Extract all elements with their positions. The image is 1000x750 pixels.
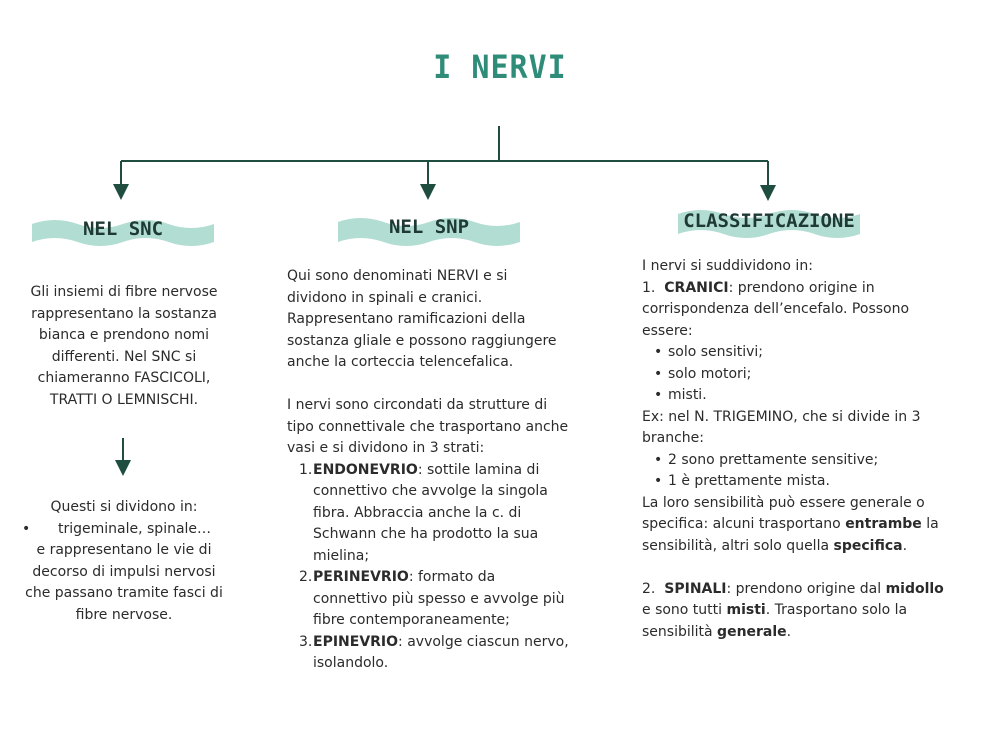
trigemino-branches-list xyxy=(642,450,956,493)
classificazione-text-block xyxy=(642,256,956,643)
stratum-desc: : formato da connettivo più spesso e avvolge più fibre contemporaneamente; xyxy=(313,569,565,628)
stratum-desc: : avvolge ciascun nervo, isolandolo. xyxy=(313,633,569,671)
snp-paragraph-1: Qui sono denominati NERVI e si dividono in spinali e cranici. Rappresentano ramificazioni della sostanza gliale e possono raggiungere anche la corteccia telencefalica. xyxy=(287,268,557,370)
list-item: • solo motori; xyxy=(642,364,956,386)
snc-divisions-block xyxy=(18,497,230,626)
stratum-name: ENDONEVRIO xyxy=(313,461,418,478)
snc-description: Gli insiemi di fibre nervose rappresentano la sostanza bianca e prendono nomi differenti. Nel SNC si chiameranno FASCICOLI, TRATTI O LEMNISCHI. xyxy=(30,284,218,408)
classificazione-intro: I nervi si suddividono in: xyxy=(642,258,813,274)
page-title: I NERVI xyxy=(433,48,567,87)
heading-snp: NEL SNP xyxy=(388,216,470,238)
stratum-name: EPINEVRIO xyxy=(313,633,399,650)
snc-divisions-rest: e rappresentano le vie di decorso di impulsi nervosi che passano tramite fasci di fibre nervose. xyxy=(25,542,223,623)
stratum-epinevrio: 3. EPINEVRIO: avvolge ciascun nervo, isolandolo. xyxy=(299,633,569,671)
spinali-paragraph: 2. SPINALI: prendono origine dal midollo e sono tutti misti. Trasportano solo la sensibilità generale. xyxy=(642,580,944,640)
trigemino-example: Ex: nel N. TRIGEMINO, che si divide in 3 branche: xyxy=(642,408,921,446)
cranici-types-list xyxy=(642,342,956,407)
list-item: • 1 è prettamente mista. xyxy=(642,471,956,493)
snp-text-block xyxy=(287,266,569,675)
sensibilita-paragraph: La loro sensibilità può essere generale o specifica: alcuni trasportano entrambe la sensibilità, altri solo quella specifica. xyxy=(642,494,939,554)
stratum-desc: : sottile lamina di connettivo che avvolge la singola fibra. Abbraccia anche la c. di Schwann che ha prodotto la sua mielina; xyxy=(313,461,548,564)
stratum-endonevrio: 1. ENDONEVRIO: sottile lamina di connettivo che avvolge la singola fibra. Abbraccia anche la c. di Schwann che ha prodotto la sua mielina; xyxy=(299,461,548,564)
cranici-label: CRANICI xyxy=(664,279,729,296)
cranici-paragraph: 1. CRANICI: prendono origine in corrispondenza dell’encefalo. Possono essere: xyxy=(642,279,910,339)
heading-snc: NEL SNC xyxy=(82,218,164,240)
heading-classificazione: CLASSIFICAZIONE xyxy=(683,210,855,232)
list-item: • 2 sono prettamente sensitive; xyxy=(642,450,956,472)
snc-divisions-intro: Questi si dividono in: xyxy=(50,499,198,515)
snc-text-block xyxy=(18,282,230,411)
list-item: • solo sensitivi; xyxy=(642,342,956,364)
stratum-perinevrio: 2. PERINEVRIO: formato da connettivo più spesso e avvolge più fibre contemporaneamente; xyxy=(299,569,565,628)
list-item: • misti. xyxy=(642,385,956,407)
stratum-name: PERINEVRIO xyxy=(313,569,409,585)
spinali-label: SPINALI xyxy=(664,580,727,597)
strata-list xyxy=(287,460,569,675)
snp-paragraph-2: I nervi sono circondati da strutture di tipo connettivale che trasportano anche vasi e si dividono in 3 strati: xyxy=(287,397,569,456)
snc-divisions-bullet: • trigeminale, spinale… xyxy=(22,520,212,537)
